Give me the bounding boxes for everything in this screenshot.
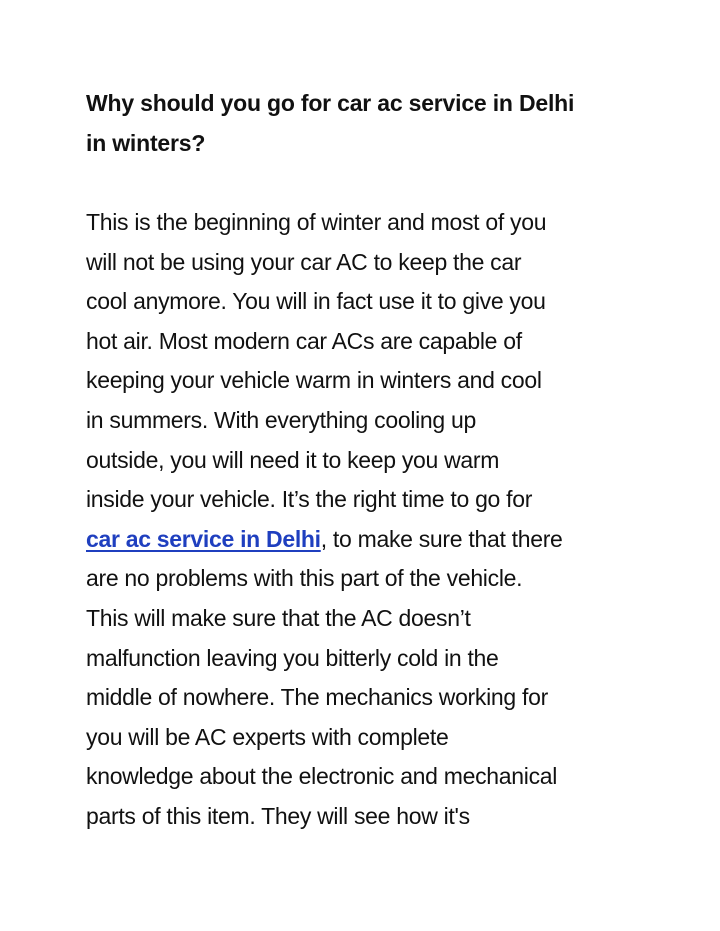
text-line: you will be AC experts with complete (86, 723, 449, 750)
text-line: inside your vehicle. It’s the right time to go for (86, 486, 533, 513)
text-line: parts of this item. They will see how it's (86, 802, 470, 829)
text-line: keeping your vehicle warm in winters and cool (86, 367, 542, 394)
text-line: in summers. With everything cooling up (86, 406, 476, 433)
text-line: cool anymore. You will in fact use it to give you (86, 288, 546, 315)
text-line-with-link (86, 520, 676, 560)
text-line: outside, you will need it to keep you warm (86, 446, 500, 473)
text-line: will not be using your car AC to keep the car (86, 248, 522, 275)
text-line: knowledge about the electronic and mechanical (86, 763, 558, 790)
text-line: are no problems with this part of the vehicle. (86, 565, 523, 592)
document-page (86, 83, 676, 837)
title-line: Why should you go for car ac service in Delhi (86, 90, 575, 116)
article-paragraph (86, 203, 676, 837)
text-line: This will make sure that the AC doesn’t (86, 604, 471, 631)
text-line: malfunction leaving you bitterly cold in the (86, 644, 499, 671)
text-line: middle of nowhere. The mechanics working for (86, 684, 548, 711)
car-ac-service-link[interactable]: car ac service in Delhi (86, 525, 321, 552)
link-line-rest: , to make sure that there (320, 525, 563, 552)
article-title (86, 83, 676, 163)
text-line: hot air. Most modern car ACs are capable of (86, 327, 522, 354)
title-line: in winters? (86, 130, 206, 156)
paragraph-spacer (86, 163, 676, 203)
text-line: This is the beginning of winter and most of you (86, 209, 547, 235)
